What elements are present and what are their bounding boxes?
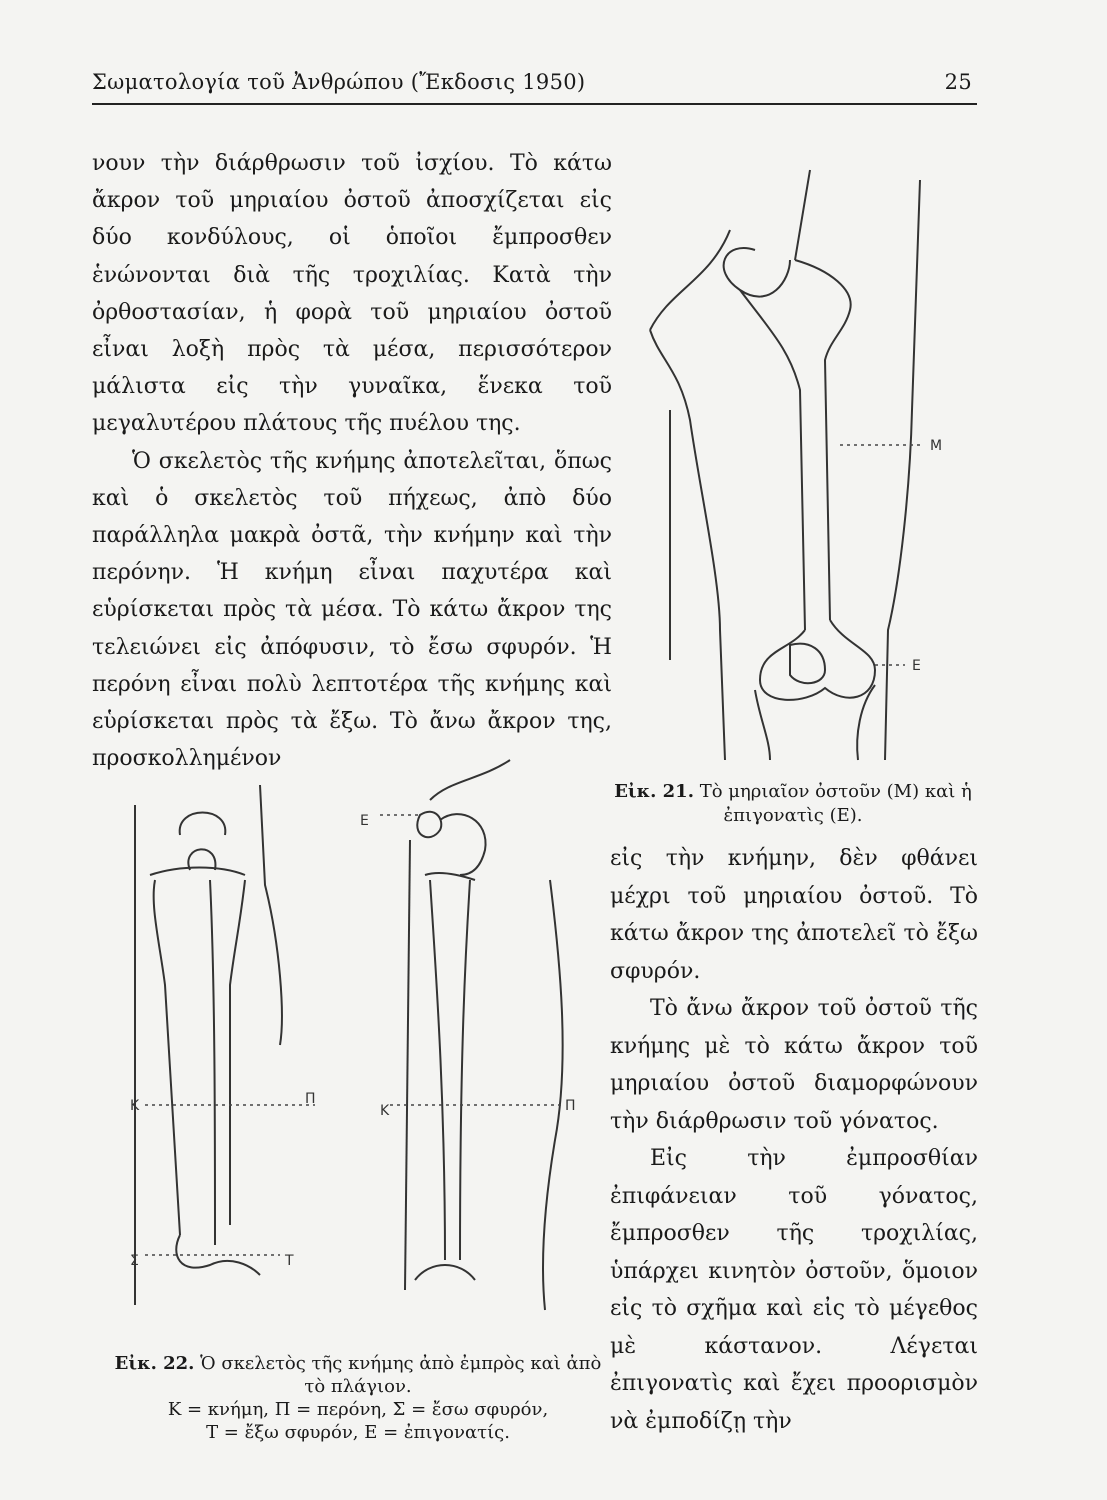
paragraph-femur: νουν τὴν διάρθρωσιν τοῦ ἰσχίου. Τὸ κάτω ἄκρον τοῦ μηριαίου ὀστοῦ ἀποσχίζεται εἰς δύο κονδύλους, οἱ ὁποῖοι ἔμπροσθεν ἑνώνονται διὰ τῆς τροχιλίας. Κατὰ τὴν ὀρθοστασίαν, ἡ φορὰ τοῦ μηριαίου ὀστοῦ εἶναι λοξὴ πρὸς τὰ μέσα, περισσότερον μάλιστα εἰς τὴν γυναῖκα, ἕνεκα τοῦ μεγαλυτέρου πλάτους τῆς πυέλου της. <box>92 151 612 437</box>
paragraph-knee: Τὸ ἄνω ἄκρον τοῦ ὀστοῦ τῆς κνήμης μὲ τὸ κάτω ἄκρον τοῦ μηριαίου ὀστοῦ διαμορφώνουν τὴν διάρθρωσιν τοῦ γόνατος. <box>610 996 978 1134</box>
header-title: Σωματολογία τοῦ Ἀνθρώπου (Ἔκδοσις 1950) <box>92 70 586 94</box>
running-header <box>92 70 972 94</box>
figure-22-caption <box>108 1352 608 1444</box>
figure-21-caption-text: Τὸ μηριαῖον ὀστοῦν (Μ) καὶ ἡ ἐπιγονατὶς (Ε). <box>699 781 972 826</box>
figure-21-label: Εἰκ. 21. <box>614 781 694 802</box>
figure-22-side-marker-e: Ε <box>360 813 369 829</box>
main-text-column <box>92 145 612 777</box>
figure-22-front-view-drawing <box>120 785 316 1325</box>
figure-22-label: Εἰκ. 22. <box>114 1353 195 1374</box>
figure-21-marker-m: Μ <box>930 438 943 454</box>
figure-22-side-view-drawing <box>350 760 600 1330</box>
figure-21-caption <box>608 780 978 828</box>
figure-22-marker-s: Σ <box>130 1253 139 1269</box>
page-number: 25 <box>944 70 972 94</box>
header-rule <box>92 103 977 105</box>
figure-21-marker-e: Ε <box>912 658 921 674</box>
paragraph-patella: Εἰς τὴν ἐμπροσθίαν ἐπιφάνειαν τοῦ γόνατος, ἔμπροσθεν τῆς τροχιλίας, ὑπάρχει κινητὸν ὀστοῦν, ὅμοιον εἰς τὸ σχῆμα καὶ εἰς τὸ μέγεθος μὲ κάστανον. Λέγεται ἐπιγονατὶς καὶ ἔχει προορισμὸν νὰ ἐμποδίζῃ τὴν <box>610 1146 978 1434</box>
figure-21-femur-drawing <box>630 160 975 770</box>
figure-22-side-marker-k: Κ <box>380 1103 390 1119</box>
figure-22-marker-k: Κ <box>130 1098 140 1114</box>
figure-22-caption-line-1: Ὁ σκελετὸς τῆς κνήμης ἀπὸ ἐμπρὸς καὶ ἀπὸ τὸ πλάγιον. <box>200 1353 602 1397</box>
figure-22-marker-p: Π <box>305 1091 316 1107</box>
figure-22-side-marker-p: Π <box>565 1098 576 1114</box>
paragraph-fibula: εἰς τὴν κνήμην, δὲν φθάνει μέχρι τοῦ μηριαίου ὀστοῦ. Τὸ κάτω ἄκρον της ἀποτελεῖ τὸ ἔξω σφυρόν. <box>610 846 978 984</box>
paragraph-leg-skeleton: Ὁ σκελετὸς τῆς κνήμης ἀποτελεῖται, ὅπως καὶ ὁ σκελετὸς τοῦ πήχεως, ἀπὸ δύο παράλληλα μακρὰ ὀστᾶ, τὴν κνήμην καὶ τὴν περόνην. Ἡ κνήμη εἶναι παχυτέρα καὶ εὑρίσκεται πρὸς τὰ μέσα. Τὸ κάτω ἄκρον της τελειώνει εἰς ἀπόφυσιν, τὸ ἔσω σφυρόν. Ἡ περόνη εἶναι πολὺ λεπτοτέρα τῆς κνήμης καὶ εὑρίσκεται πρὸς τὰ ἔξω. Τὸ ἄνω ἄκρον της, προσκολλημένον <box>92 448 612 772</box>
right-text-column <box>610 840 978 1440</box>
figure-22-caption-line-2: Κ = κνήμη, Π = περόνη, Σ = ἔσω σφυρόν, <box>167 1399 549 1420</box>
figure-22-marker-t: Τ <box>285 1253 294 1269</box>
figure-22-caption-line-3: Τ = ἔξω σφυρόν, Ε = ἐπιγονατίς. <box>206 1422 510 1443</box>
